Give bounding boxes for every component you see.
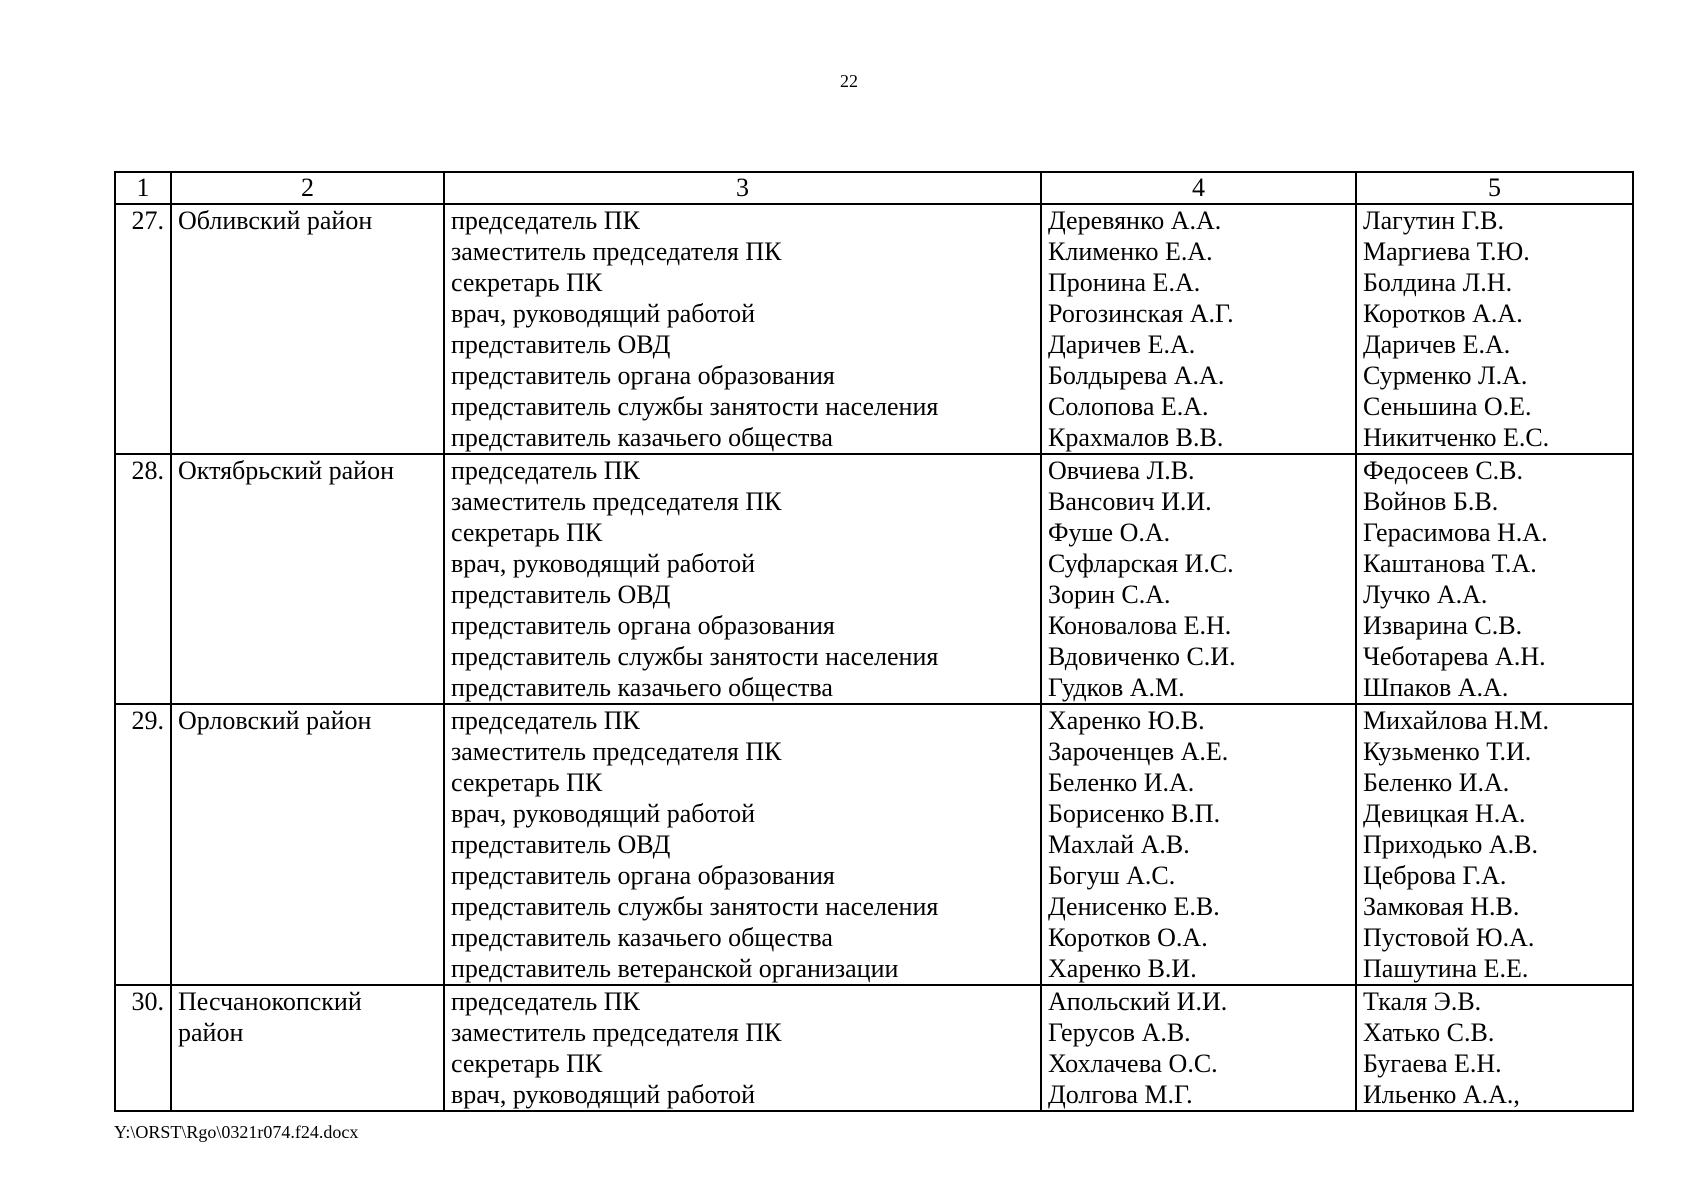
row-number-cell: 28. [115, 454, 171, 704]
positions-line: представитель казачьего общества [451, 673, 833, 702]
members-line: Пронина Е.А. [1048, 268, 1201, 297]
district-line: район [178, 1018, 244, 1047]
positions-line: представитель казачьего общества [451, 423, 833, 452]
reserves-line: Бугаева Е.Н. [1363, 1049, 1502, 1078]
reserves-line: Пашутина Е.Е. [1363, 954, 1529, 983]
district-cell [171, 704, 444, 985]
members-line: Клименко Е.А. [1048, 237, 1213, 266]
members-line: Коротков О.А. [1048, 923, 1208, 952]
positions-line: секретарь ПК [451, 518, 603, 547]
members-line: Фуше О.А. [1048, 518, 1171, 547]
positions-line: врач, руководящий работой [451, 549, 756, 578]
members-line: Махлай А.В. [1048, 830, 1190, 859]
column-header: 3 [444, 172, 1041, 204]
members-line: Болдырева А.А. [1048, 361, 1225, 390]
members-line: Вансович И.И. [1048, 487, 1212, 516]
reserves-line: Хатько С.В. [1363, 1018, 1495, 1047]
reserves-line: Михайлова Н.М. [1363, 706, 1549, 735]
district-line: Орловский район [178, 706, 372, 735]
members-line: Коновалова Е.Н. [1048, 611, 1232, 640]
positions-line: заместитель председателя ПК [451, 487, 782, 516]
members-cell [1041, 204, 1356, 454]
positions-line: заместитель председателя ПК [451, 1018, 782, 1047]
district-line: Песчанокопский [178, 987, 362, 1016]
reserves-cell [1356, 704, 1633, 985]
table-row [115, 985, 1633, 1111]
reserves-line: Сурменко Л.А. [1363, 361, 1528, 390]
members-line: Овчиева Л.В. [1048, 456, 1195, 485]
members-line: Герусов А.В. [1048, 1018, 1191, 1047]
positions-cell [444, 704, 1041, 985]
reserves-line: Коротков А.А. [1363, 299, 1523, 328]
members-line: Апольский И.И. [1048, 987, 1228, 1016]
row-number-cell: 27. [115, 204, 171, 454]
members-line: Зароченцев А.Е. [1048, 737, 1229, 766]
positions-line: представитель ОВД [451, 830, 671, 859]
reserves-line: Замковая Н.В. [1363, 892, 1520, 921]
members-line: Крахмалов В.В. [1048, 423, 1224, 452]
positions-line: секретарь ПК [451, 268, 603, 297]
reserves-line: Сеньшина О.Е. [1363, 392, 1532, 421]
row-number-cell: 29. [115, 704, 171, 985]
reserves-line: Войнов Б.В. [1363, 487, 1499, 516]
reserves-line: Каштанова Т.А. [1363, 549, 1537, 578]
column-number-row [115, 172, 1633, 204]
positions-line: заместитель председателя ПК [451, 737, 782, 766]
members-line: Богуш А.С. [1048, 861, 1176, 890]
positions-line: врач, руководящий работой [451, 799, 756, 828]
positions-line: секретарь ПК [451, 1049, 603, 1078]
positions-line: представитель казачьего общества [451, 923, 833, 952]
reserves-line: Болдина Л.Н. [1363, 268, 1513, 297]
reserves-line: Ткаля Э.В. [1363, 987, 1482, 1016]
district-cell [171, 985, 444, 1111]
members-line: Суфларская И.С. [1048, 549, 1234, 578]
column-header: 1 [115, 172, 171, 204]
positions-line: врач, руководящий работой [451, 299, 756, 328]
positions-line: представитель органа образования [451, 861, 835, 890]
reserves-line: Приходько А.В. [1363, 830, 1538, 859]
column-header: 2 [171, 172, 444, 204]
members-cell [1041, 454, 1356, 704]
district-line: Обливский район [178, 206, 373, 235]
reserves-line: Герасимова Н.А. [1363, 518, 1548, 547]
members-line: Гудков А.М. [1048, 673, 1185, 702]
reserves-line: Маргиева Т.Ю. [1363, 237, 1530, 266]
members-line: Даричев Е.А. [1048, 330, 1196, 359]
reserves-line: Изварина С.В. [1363, 611, 1523, 640]
reserves-cell [1356, 204, 1633, 454]
reserves-line: Ильенко А.А., [1363, 1080, 1520, 1109]
reserves-line: Федосеев С.В. [1363, 456, 1524, 485]
district-line: Октябрьский район [178, 456, 394, 485]
reserves-line: Даричев Е.А. [1363, 330, 1511, 359]
positions-line: заместитель председателя ПК [451, 237, 782, 266]
reserves-line: Никитченко Е.С. [1363, 423, 1550, 452]
page-number: 22 [840, 71, 858, 91]
members-line: Солопова Е.А. [1048, 392, 1209, 421]
positions-line: секретарь ПК [451, 768, 603, 797]
positions-line: председатель ПК [451, 987, 640, 1016]
commission-table [114, 171, 1634, 1112]
district-cell [171, 454, 444, 704]
positions-cell [444, 985, 1041, 1111]
reserves-line: Пустовой Ю.А. [1363, 923, 1535, 952]
members-line: Зорин С.А. [1048, 580, 1171, 609]
reserves-cell [1356, 985, 1633, 1111]
positions-line: представитель органа образования [451, 611, 835, 640]
positions-line: представитель службы занятости населения [451, 642, 939, 671]
members-line: Деревянко А.А. [1048, 206, 1222, 235]
positions-line: представитель ОВД [451, 330, 671, 359]
members-line: Харенко В.И. [1048, 954, 1197, 983]
members-line: Борисенко В.П. [1048, 799, 1221, 828]
positions-line: председатель ПК [451, 206, 640, 235]
table-body [115, 204, 1633, 1111]
positions-line: председатель ПК [451, 456, 640, 485]
table-row [115, 704, 1633, 985]
footer-file-path: Y:\ORST\Rgo\0321r074.f24.docx [114, 1122, 359, 1142]
members-line: Денисенко Е.В. [1048, 892, 1220, 921]
positions-cell [444, 454, 1041, 704]
members-line: Долгова М.Г. [1048, 1080, 1193, 1109]
positions-line: представитель органа образования [451, 361, 835, 390]
positions-line: представитель ОВД [451, 580, 671, 609]
reserves-line: Беленко И.А. [1363, 768, 1510, 797]
reserves-line: Чеботарева А.Н. [1363, 642, 1546, 671]
positions-line: представитель службы занятости населения [451, 892, 939, 921]
reserves-line: Лагутин Г.В. [1363, 206, 1504, 235]
members-line: Вдовиченко С.И. [1048, 642, 1236, 671]
reserves-line: Кузьменко Т.И. [1363, 737, 1532, 766]
positions-line: врач, руководящий работой [451, 1080, 756, 1109]
positions-line: представитель ветеранской организации [451, 954, 899, 983]
members-line: Харенко Ю.В. [1048, 706, 1205, 735]
members-line: Беленко И.А. [1048, 768, 1195, 797]
column-header: 4 [1041, 172, 1356, 204]
district-cell [171, 204, 444, 454]
row-number-cell: 30. [115, 985, 171, 1111]
reserves-line: Шпаков А.А. [1363, 673, 1509, 702]
reserves-line: Лучко А.А. [1363, 580, 1488, 609]
members-cell [1041, 704, 1356, 985]
table-row [115, 204, 1633, 454]
table-row [115, 454, 1633, 704]
positions-cell [444, 204, 1041, 454]
reserves-line: Цеброва Г.А. [1363, 861, 1507, 890]
members-cell [1041, 985, 1356, 1111]
reserves-line: Девицкая Н.А. [1363, 799, 1526, 828]
positions-line: представитель службы занятости населения [451, 392, 939, 421]
members-line: Рогозинская А.Г. [1048, 299, 1234, 328]
positions-line: председатель ПК [451, 706, 640, 735]
column-header: 5 [1356, 172, 1633, 204]
reserves-cell [1356, 454, 1633, 704]
members-line: Хохлачева О.С. [1048, 1049, 1218, 1078]
